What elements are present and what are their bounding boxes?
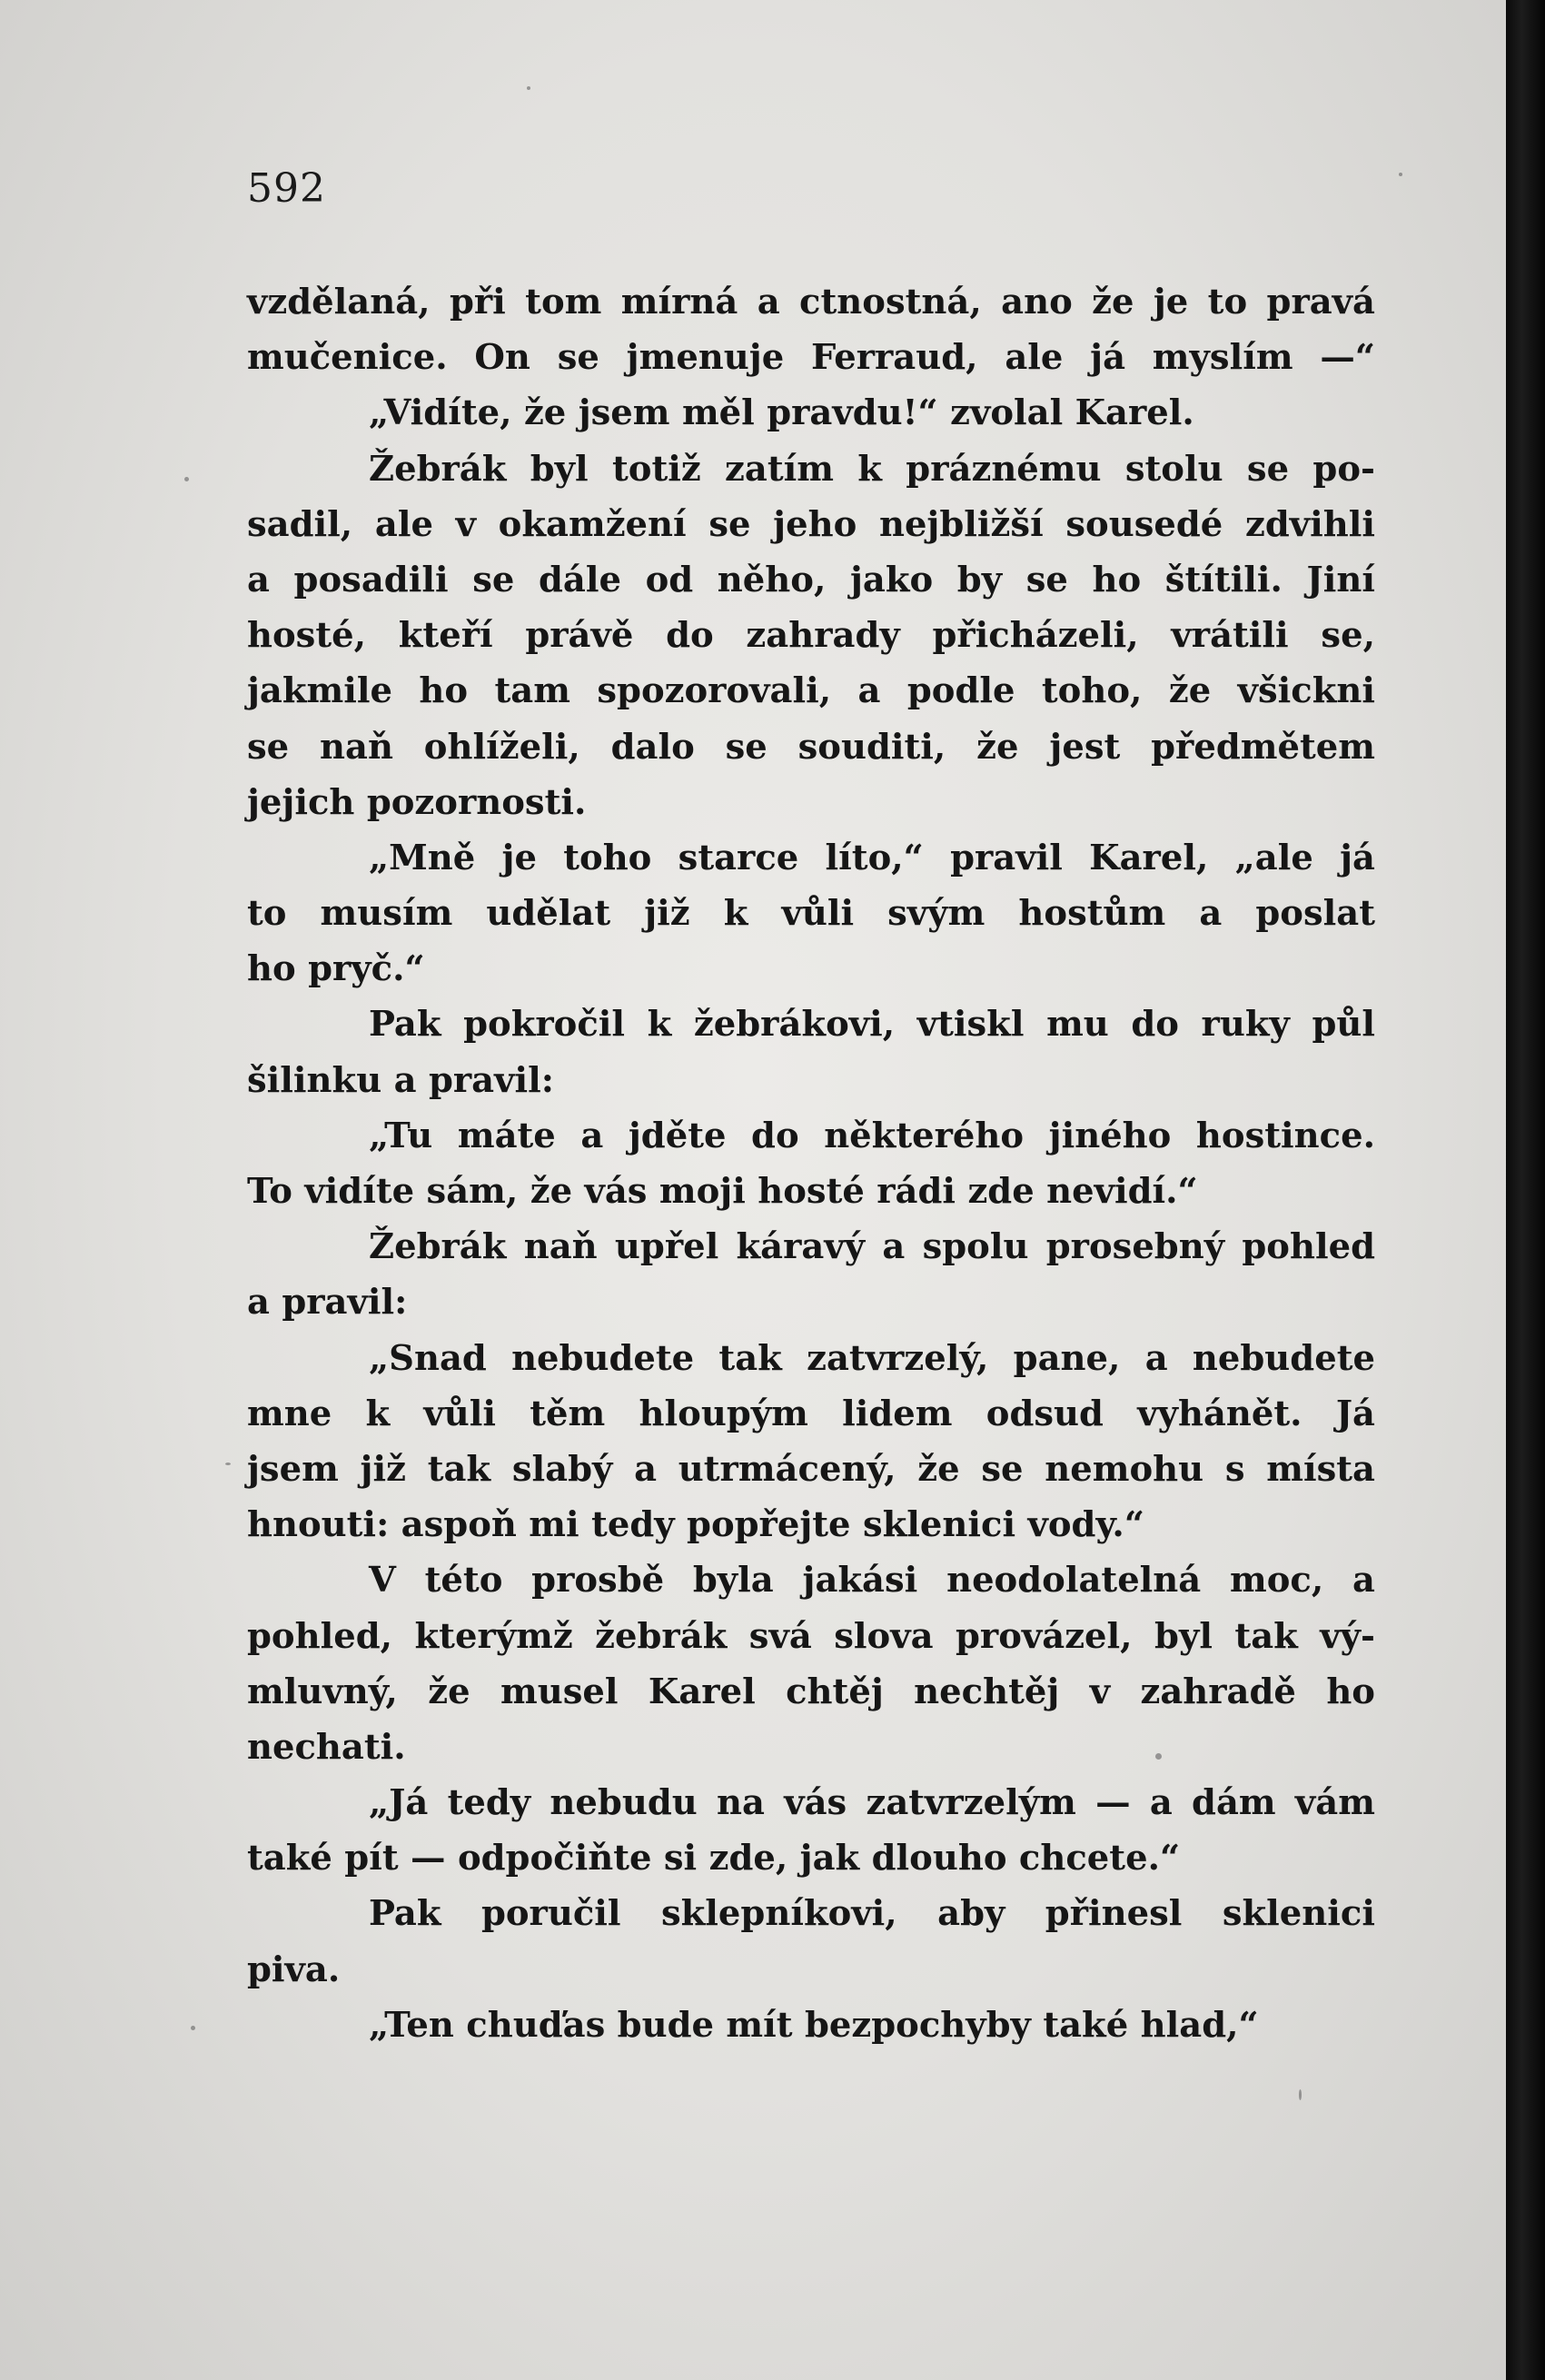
text-line: mne k vůli těm hloupým lidem odsud vyhánět. Já [247, 1393, 1375, 1434]
text-line: jsem již tak slabý a utrmácený, že se nemohu s místa [247, 1448, 1375, 1490]
page-number: 592 [247, 165, 326, 212]
text-line: „Já tedy nebudu na vás zatvrzelým — a dám vám [369, 1782, 1375, 1824]
text-line: „Snad nebudete tak zatvrzelý, pane, a nebudete [369, 1337, 1375, 1379]
text-line: Žebrák naň upřel káravý a spolu prosebný pohled [369, 1226, 1375, 1268]
text-line: mučenice. On se jmenuje Ferraud, ale já myslím —“ [247, 337, 1375, 379]
scan-edge [1506, 0, 1545, 2380]
paper-speck [1399, 173, 1402, 176]
text-line: šilinku a pravil: [247, 1059, 554, 1101]
text-line: hosté, kteří právě do zahrady přicházeli, vrátili se, [247, 615, 1375, 657]
text-line: To vidíte sám, že vás moji hosté rádi zde nevidí.“ [247, 1171, 1198, 1212]
text-line: „Vidíte, že jsem měl pravdu!“ zvolal Karel. [369, 392, 1194, 434]
text-line: „Tu máte a jděte do některého jiného hostince. [369, 1115, 1375, 1156]
text-line: mluvný, že musel Karel chtěj nechtěj v zahradě ho [247, 1671, 1375, 1712]
text-line: „Mně je toho starce líto,“ pravil Karel, „ale já [369, 837, 1375, 878]
paper-speck [1299, 2089, 1302, 2100]
text-line: pohled, kterýmž žebrák svá slova provázel, byl tak vý- [247, 1615, 1375, 1657]
text-line: ho pryč.“ [247, 948, 425, 990]
text-line: a posadili se dále od něho, jako by se ho štítili. Jiní [247, 559, 1375, 600]
text-line: to musím udělat již k vůli svým hostům a poslat [247, 893, 1375, 935]
text-line: nechati. [247, 1726, 406, 1768]
text-line: Pak poručil sklepníkovi, aby přinesl sklenici [369, 1893, 1375, 1935]
paper-speck [225, 1463, 231, 1465]
paper-speck [527, 86, 530, 90]
paper-speck [184, 477, 189, 481]
body-text [247, 274, 1375, 2053]
text-line: také pít — odpočiňte si zde, jak dlouho chcete.“ [247, 1838, 1181, 1879]
text-line: piva. [247, 1949, 341, 1990]
text-line: a pravil: [247, 1282, 408, 1324]
text-line: V této prosbě byla jakási neodolatelná moc, a [369, 1560, 1375, 1602]
text-line: se naň ohlíželi, dalo se souditi, že jest předmětem [247, 726, 1375, 768]
text-line: Pak pokročil k žebrákovi, vtiskl mu do ruky půl [369, 1004, 1375, 1046]
text-line: „Ten chuďas bude mít bezpochyby také hlad,“ [369, 2004, 1259, 2046]
paper-speck [1155, 1753, 1162, 1760]
text-line: sadil, ale v okamžení se jeho nejbližší sousedé zdvihli [247, 503, 1375, 545]
text-line: vzdělaná, při tom mírná a ctnostná, ano že je to pravá [247, 282, 1375, 322]
text-line: jakmile ho tam spozorovali, a podle toho, že všickni [247, 670, 1375, 712]
text-line: Žebrák byl totiž zatím k práznému stolu se po- [369, 448, 1375, 490]
text-line: jejich pozornosti. [247, 781, 587, 823]
paper-speck [191, 2026, 195, 2030]
text-line: hnouti: aspoň mi tedy popřejte sklenici vody.“ [247, 1504, 1144, 1546]
